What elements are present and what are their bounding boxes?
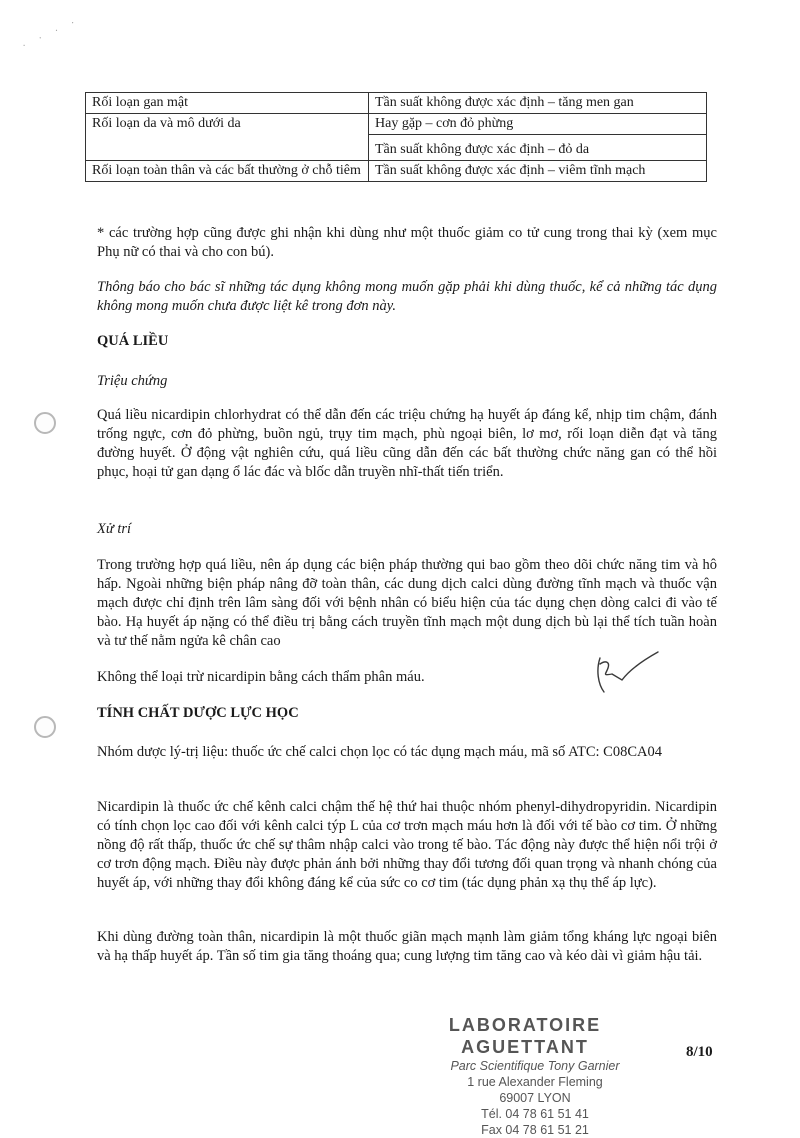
page-number: 8/10 [686,1044,713,1060]
scan-speckles: · · · · [20,15,83,52]
subheading-symptoms: Triệu chứng [97,373,168,389]
mechanism-paragraph: Nicardipin là thuốc ức chế kênh calci chậm thế hệ thứ hai thuộc nhóm phenyl-dihydropyridin. Nicardipin có tính chọn lọc cao đối với kênh calci týp L của cơ trơn mạch máu hơn là đối với tế bào cơ tim. Ở những nồng độ rất thấp, thuốc ức chế sự thâm nhập calci vào trong tế bào. Tác động này được thể hiện nổi trội ở cơ trơn động mạch. Điều này được phản ánh bởi những thay đổi tương đối quan trọng và nhanh chóng của huyết áp, với những thay đổi không đáng kể của sức co cơ tim (tác dụng phản xạ thụ thể áp lực). [97,799,717,891]
table-cell-frequency: Tần suất không được xác định – đỏ da [369,135,707,161]
punch-hole [34,716,56,738]
footnote: * các trường hợp cũng được ghi nhận khi dùng như một thuốc giảm co tử cung trong thai kỳ (xem mục Phụ nữ có thai và cho con bú). [97,225,717,260]
symptoms-paragraph: Quá liều nicardipin chlorhydrat có thể dẫn đến các triệu chứng hạ huyết áp đáng kể, nhịp tim chậm, đánh trống ngực, cơn đỏ phừng, buồn ngủ, trụy tim mạch, phù ngoại biên, lơ mơ, rối loạn diễn đạt và tăng đường huyết. Ở động vật nghiên cứu, quá liều cũng dẫn đến các bất thường chức năng gan có thể hồi phục, hoại tử gan dạng ổ lác đác và blốc dẫn truyền nhĩ-thất tiến triển. [97,407,717,480]
section-heading-overdose: QUÁ LIỀU [97,333,169,349]
stamp-company-name: LABORATOIRE AGUETTANT [448,1015,602,1057]
table-row [86,114,707,135]
subheading-treatment: Xử trí [97,521,132,537]
table-cell-organ: Rối loạn toàn thân và các bất thường ở chỗ tiêm [86,161,369,182]
laboratory-stamp [390,1014,660,1138]
section-heading-pharmacodynamics: TÍNH CHẤT DƯỢC LỰC HỌC [97,705,299,721]
table-cell-frequency: Tần suất không được xác định – viêm tĩnh mạch [369,161,707,182]
table-cell-organ: Rối loạn gan mật [86,93,369,114]
systemic-effects-paragraph: Khi dùng đường toàn thân, nicardipin là một thuốc giãn mạch mạnh làm giảm tổng kháng lực ngoại biên và hạ thấp huyết áp. Tần số tim gia tăng thoáng qua; cung lượng tim tăng cao và kéo dài vì giảm hậu tải. [97,929,717,964]
table-cell-organ: Rối loạn da và mô dưới da [86,114,369,161]
table-cell-frequency: Tần suất không được xác định – tăng men gan [369,93,707,114]
stamp-phone: Tél. 04 78 61 51 41 [481,1107,589,1121]
report-note: Thông báo cho bác sĩ những tác dụng không mong muốn gặp phải khi dùng thuốc, kể cả những tác dụng không mong muốn chưa được liệt kê trong đơn này. [97,279,717,314]
handwritten-signature [592,650,662,696]
adverse-effects-table [85,92,707,182]
table-row [86,93,707,114]
stamp-address-street: 1 rue Alexander Fleming [467,1075,603,1089]
treatment-paragraph: Trong trường hợp quá liều, nên áp dụng các biện pháp thường qui bao gồm theo dõi chức năng tim và hô hấp. Ngoài những biện pháp nâng đỡ toàn thân, các dung dịch calci dùng đường tĩnh mạch và thuốc vận mạch được chỉ định trên lâm sàng đối với bệnh nhân có biểu hiện của tác dụng chẹn dòng calci đi vào tế bào. Hạ huyết áp nặng có thể điều trị bằng cách truyền tĩnh mạch một dung dịch bù lại thể tích tuần hoàn và tư thế nằm ngửa kê chân cao [97,557,717,649]
table-cell-frequency: Hay gặp – cơn đỏ phừng [369,114,707,135]
stamp-fax: Fax 04 78 61 51 21 [481,1123,589,1137]
atc-paragraph: Nhóm dược lý-trị liệu: thuốc ức chế calci chọn lọc có tác dụng mạch máu, mã số ATC: C08CA04 [97,744,662,760]
stamp-address-park: Parc Scientifique Tony Garnier [450,1059,620,1073]
punch-hole [34,412,56,434]
dialysis-paragraph: Không thể loại trừ nicardipin bằng cách thẩm phân máu. [97,669,425,685]
stamp-address-city: 69007 LYON [499,1091,571,1105]
table-row [86,161,707,182]
